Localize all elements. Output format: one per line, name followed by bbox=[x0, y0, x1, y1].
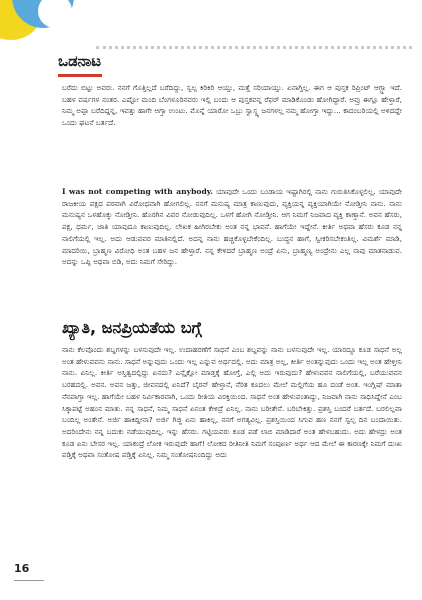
paragraph-1-text: ಬರೆದು ಬಿಟ್ಟು ಅವರು. ನನಗೆ ಗೊತ್ತಿಲ್ಲದೆ ಬರೆದಿದ್ದು, ಸ್ವಲ್ಪ ಕಿರಿಕಿರಿ ಆಯ್ತು, ಮತ್ತೆ ಸರಿಯಾಯ್ತು. ಏನಾಗ್ತಿಲ್ಲ. ಈಗ ಆ ಪುಸ್ತಕ ರಿಪ್ರಿಂಟ್ ಆಗ್ಬ್ತಾ ಇದೆ. ಬಹಳ ವರ್ಷಗಳ ನಂತರ. ಎಷ್ಟೋ ಮಂದಿ ಬೆಂಗಳೂರಿನವರು ಇಲ್ಲಿ ಬಂದು ಆ ಪುಸ್ತಕವನ್ನ ರೆಫರ್ ಮಾಡಿಕೊಂಡು ಹೋಗಿದ್ದಾರೆ. ಅವ್ರು ಈಗ್ಲೂ ಹೇಳ್ತಾರೆ, ನಿಮ್ಮ ಅಪ್ಪಾ ಬರೆದಿದ್ದನ್ನ, ಇವತ್ತು ಹಾಗೇ ಆಗ್ತಾ ಉಂಟು. ಮೊನ್ನೆ ಯಾರೋ ಒಬ್ರು ಸ್ವಾಸ್ಥ್ಯ ಜನಗಳಲ್ಲ ನಮ್ಮ ಹೋಗ್ತಾ ಇದ್ದು... ಕಾದಂಬರಿಯಲ್ಲಿ ಅಳಿದದ್ದೇ ಒಂದು ಘಟನೆ ಬರ್ತದೆ. bbox=[62, 83, 402, 128]
page-number-rule bbox=[14, 580, 44, 581]
paragraph-1 bbox=[62, 82, 402, 129]
title-underline bbox=[58, 74, 102, 77]
section-title-fame: ಖ್ಯಾತಿ, ಜನಪ್ರಿಯತೆಯ ಬಗ್ಗೆ bbox=[62, 318, 202, 337]
section-title-odanata: ಒಡನಾಟ bbox=[58, 52, 102, 70]
paragraph-2-lead: I was not competing with anybody. bbox=[62, 187, 213, 196]
paragraph-2-body: ಯಾವುದೇ ಒಂದು ಬಂಡಾಯ ಇಷ್ಟಾಗಿರಲ್ಲಿ ನಾನು ಗುರುತಿಸಿಕೊಳ್ಳಲಿಲ್ಲ. ಯಾವುದೇ ರಾಜಕೀಯ ಪಕ್ಷದ ಪರವಾಗಿ ವಿರೋಧವಾಗಿ ಹೋಗಲಿಲ್ಲ. ನನಗೆ ಮನುಷ್ಯ ಮಾತ್ರ ಕಾಣುವುದು, ವ್ಯಕ್ತಿಯನ್ನ ವ್ಯಕ್ತಿಯಾಗಿಯೇ ನೋಡ್ತೀನಿ ನಾನು. ನಾನು ಮನುಷ್ಯನ ಒಳಹೊಕ್ಕು ನೋಡ್ತೀನಿ. ಹೊರಗಿನ ವಿವರ ನೋಡುವುದಿಲ್ಲ. ಒಳಗೆ ಹೋಗಿ ನೋಡ್ತೀನಿ. ಆಗ ನಿಮಗೆ ನಿಜವಾದ ವ್ಯಕ್ತಿ ಕಾಣ್ತಾನೆ. ಅವನ ಹೆಸರು, ಪಕ್ಷ, ಧರ್ಮ, ಜಾತಿ ಯಾವುದೂ ಕಾಣುವುದಿಲ್ಲ. ಲೇಖಕ ಹೀಗಿರಬೇಕು ಅಂತ ನನ್ನ ಭಾವನೆ. ಹಾಗೆಯೇ ಇದ್ದೇನೆ. ಕೀರ್ತಿ ಅಥವಾ ಹೆಸರು ಕೂಡ ನನ್ನ ನಾಲಿಗೆಯಲ್ಲಿ ಇಲ್ಲ. ಅದು ಆಡುವವರ ಮಾತಿನಲ್ಲಿದೆ. ಅದನ್ನ ನಾನು ಹಚ್ಚಿಕೊಳ್ಳಬೇಕೆಂದಿಲ್ಲ. ಬುದ್ಧನ ಹಾಗೆ, ಸ್ವೀಕರಿಸಬೇಕಂತಿಲ್ಲ. ವಿಮರ್ಶೆ ಮಾಡಿ, ಮಾದರಿಯಿ, ಬ್ರಾಹ್ಮಣ ವಿರೋಧಿ ಅಂತ ಬಹಳ ಜನ ಹೇಳ್ತಾರೆ. ನನ್ನ ಕೇಳಿದರೆ ಬ್ರಾಹ್ಮಣ ಅಂದ್ರೆ ಏನು, ಬ್ರಾಹ್ಮಣ್ಯ ಅಂದ್ರೇನು ಎಲ್ಲ ನಾವು ಮಾತನಾಡುವ. ಅದನ್ನು ಒಪ್ಪಿ ಅಥವಾ ಬಿಡಿ, ಅದು ನಿಮಗೆ ಸೇರಿದ್ದು. bbox=[62, 187, 402, 267]
page-number: 16 bbox=[14, 562, 30, 575]
paragraph-2-text bbox=[62, 186, 402, 268]
dotted-rule bbox=[96, 46, 412, 49]
paragraph-3-text: ನಾನು ಕೆಲವೊಂದು ಶಬ್ದಗಳನ್ನು ಬಳಸುವುದೇ ಇಲ್ಲ. ಉದಾಹರಣೆಗೆ ಸಾಧನೆ ಎಂಬ ಶಬ್ದವನ್ನು ನಾನು ಬಳಸುವುದೇ ಇಲ್ಲ. ಯಾರದ್ದೂ ಕೂಡ ಸಾಧನೆ ಅಲ್ಲ ಅಂತ ಹೇಳುವವನು ನಾನು. ಸಾಧನೆ ಅನ್ನುವುದು ಒಂದು ಇಲ್ಲ ಎನ್ನುವ ಅರ್ಥದಲ್ಲಿ. ಅದು ಮಾತ್ರ ಅಲ್ಲ, ಕೀರ್ತಿ ಅಂತನ್ನುವುದು ಒಂದು ಇಲ್ಲ ಅಂತ ಹೇಳ್ತೀನಿ ನಾನು. ಏನಿಲ್ಲ. ಕೀರ್ತಿ ಅಸ್ತಿತ್ವದಲ್ಲಿದ್ದು ಏನದು? ಎನ್ಸೈಕ್ಲೋ ಮಾಡ್ತಕ್ಕೆ ಹೋಗ್ತೆ, ಎಲ್ಲಿ ಅದು ಇರುವುದು? ಹೇಳುವವನ ನಾಲಿಗೆಯಲ್ಲಿ, ಬರೆಯುವವನ ಬರಹದಲ್ಲಿ. ಅವನ. ಅವನ ಜತ್ತು, ಜೀವನದಲ್ಲಿ ಏನಿದೆ? ಬೈರನ್ ಹೇಳ್ತಾನೆ, ನೆರಿತ ಕೂದಲು ಮೇಲೆ ಮಲ್ಲಿಗೆಯ ಹೂ ದಂಡೆ ಅಂತ. ಇಂಗ್ಲಿಷ್ ಮಾತಾ ನೆನಪಾಗ್ತಾ ಇಲ್ಲ. ಹಾಗೆಯೇ ಬಹಳ ನಿರ್ವಿಕಾರವಾಗಿ, ಒಂದು ರೀತಿಯ ವಿರಕ್ತಿಯಿಂದ. ಸಾಧನೆ ಅಂತ ಹೇಳುವಂತಾದ್ದು, ನಿಜವಾಗಿ ನಾನು ಸಾಧಿಸಿದ್ದೇನೆ ಎಂಬ ಸಿಕ್ಕಾಪಟ್ಟೆ ಅಹಂನ ಮಾತು. ನನ್ನ ಸಾಧನೆ, ನಿಮ್ಮ ಸಾಧನೆ ಏನಂತ ಕೇಳಿದ್ರೆ ಏನಿಲ್ಲ. ನಾನು ಬರೀತೇನೆ. ಬರಿಬೇಕಿತ್ತು. ಪ್ರಶಸ್ತಿ ಬಂದರೆ ಬರ್ತದೆ. ಬರಲಿಲ್ಲವಾ ಬಂದಿಲ್ಲ ಅಂತೇನೆ. ಅರ್ಜಿ ಹಾಕಿದ್ದೀನಾ? ಅರ್ಜಿ ಗಿಜ್ಜಿ ಏನು ಹಾಕಿಲ್ಲ, ನನಗೆ ಅಗತ್ಯವಿಲ್ಲ. ಪ್ರಶಸ್ತಿಯಿಂದ ಸಿಗುವ ಹಣ ನನಗೆ ಸ್ವಲ್ಪ ದಿನ ಬಂದಾಯಿತು. ಅದರಿಂದೇನು ನನ್ನ ಬದುಕು ನಡೆಯುವುದಿಲ್ಲ. ಇನ್ನು ಹೆಸರು. ಗಟ್ಟಿಯವರು ಕೂಡ ಪಡೆ ಲಾಬಿ ಮಾಡಿದಾರೆ ಅಂತ ಹೇಳಬಹುದು. ಅದು ಹೇಳದ್ರು ಅಂತ ಕೂಡ ಏನು ಬೇಸರ ಇಲ್ಲ. ಯಾಕಂದ್ರೆ ಲೋಕ ಇರುವುದೇ ಹಾಗೆ! ಲೋಕದ ರೀತಿನೀತಿ ನಿಮಗೆ ಸಂಪೂರ್ಣ ಅರ್ಥ ಆದ ಮೇಲೆ ಈ ಕಾರಣಕ್ಕೇ ನಿಮಗೆ ದುಃಖ ಪಡ್ತಿಕ್ಕೆ ಅಥವಾ ಸಂತೋಷ ಪಡ್ತಿಕ್ಕೆ ಏನಿಲ್ಲ. ನಿಮ್ಮ ಸಂತೋಷನಿಂದಿದ್ದು ಅದು bbox=[62, 345, 402, 460]
paragraph-2 bbox=[62, 186, 402, 268]
paragraph-3 bbox=[62, 344, 402, 461]
decorative-circle-white bbox=[38, 0, 72, 28]
